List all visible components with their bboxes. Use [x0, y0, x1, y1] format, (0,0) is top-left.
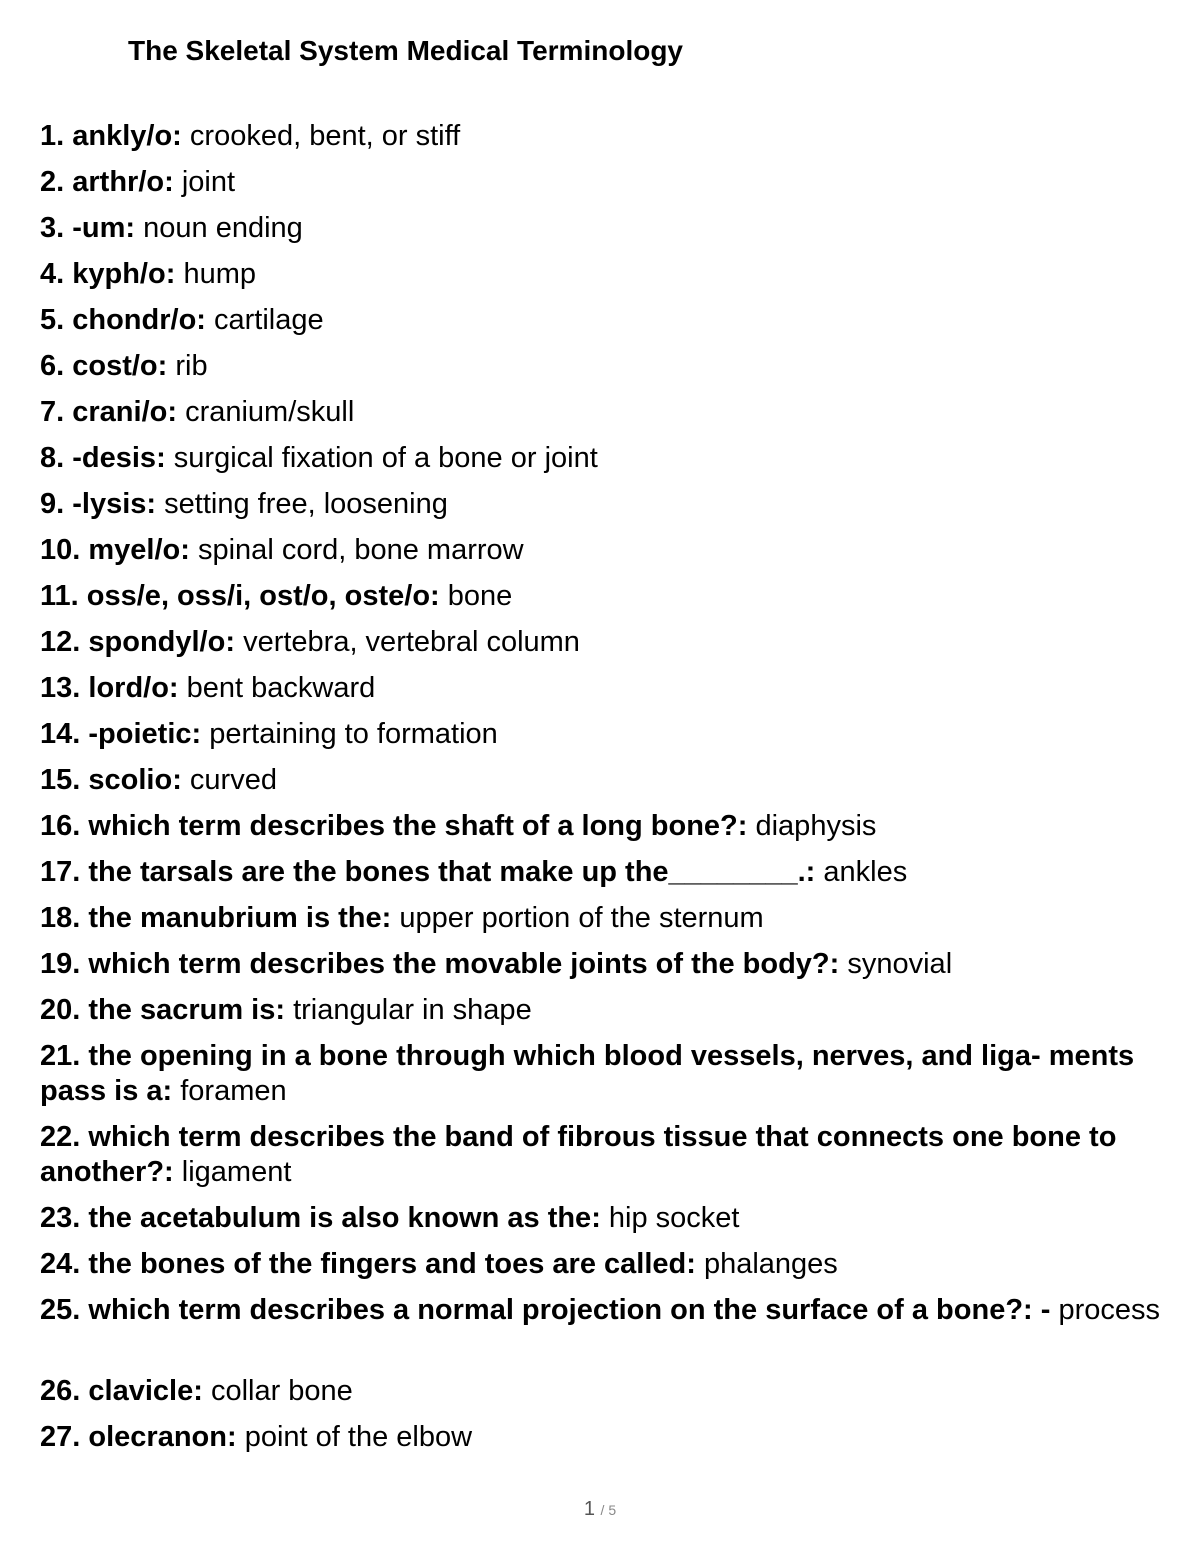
- item-definition: process: [1058, 1294, 1161, 1326]
- item-definition: rib: [175, 350, 208, 382]
- item-number: 9.: [40, 488, 65, 520]
- item-term: which term describes the band of fibrous tissue that connects one bone to another?:: [40, 1121, 1117, 1188]
- item-number: 11.: [40, 580, 79, 612]
- item-term: arthr/o:: [72, 166, 174, 198]
- item-number: 20.: [40, 994, 81, 1026]
- item-definition: ankles: [823, 856, 908, 888]
- item-number: 14.: [40, 718, 81, 750]
- list-item: [40, 809, 1160, 855]
- item-number: 4.: [40, 258, 65, 290]
- list-item: [40, 303, 1160, 349]
- item-term: the tarsals are the bones that make up the________.:: [88, 856, 816, 888]
- list-item: [40, 1201, 1160, 1247]
- item-definition: foramen: [180, 1075, 287, 1107]
- item-term: clavicle:: [88, 1375, 203, 1407]
- item-term: the manubrium is the:: [88, 902, 392, 934]
- current-page: 1: [583, 1498, 595, 1520]
- item-number: 16.: [40, 810, 81, 842]
- item-definition: synovial: [847, 948, 953, 980]
- item-number: 24.: [40, 1248, 81, 1280]
- item-number: 2.: [40, 166, 65, 198]
- total-pages: / 5: [600, 1502, 617, 1518]
- item-term: kyph/o:: [72, 258, 176, 290]
- list-item: [40, 901, 1160, 947]
- item-definition: hip socket: [608, 1202, 740, 1234]
- item-definition: ligament: [181, 1156, 292, 1188]
- term-list: [40, 119, 1160, 1466]
- item-term: -lysis:: [72, 488, 157, 520]
- item-definition: phalanges: [703, 1248, 838, 1280]
- item-term: scolio:: [88, 764, 182, 796]
- list-item: [40, 1039, 1160, 1120]
- item-number: 8.: [40, 442, 65, 474]
- item-definition: vertebra, vertebral column: [243, 626, 580, 658]
- list-item: [40, 1420, 1160, 1466]
- list-item: [40, 625, 1160, 671]
- item-definition: collar bone: [210, 1375, 353, 1407]
- item-number: 15.: [40, 764, 81, 796]
- item-term: chondr/o:: [72, 304, 206, 336]
- list-item: [40, 349, 1160, 395]
- list-item: [40, 487, 1160, 533]
- item-number: 12.: [40, 626, 81, 658]
- list-item: [40, 119, 1160, 165]
- item-definition: crooked, bent, or stiff: [189, 120, 461, 152]
- item-definition: bone: [447, 580, 513, 612]
- item-number: 5.: [40, 304, 65, 336]
- item-definition: noun ending: [143, 212, 303, 244]
- list-item: [40, 717, 1160, 763]
- list-item: [40, 579, 1160, 625]
- list-item: [40, 763, 1160, 809]
- item-term: -um:: [72, 212, 136, 244]
- item-number: 21.: [40, 1040, 81, 1072]
- item-definition: curved: [189, 764, 277, 796]
- list-item: [40, 855, 1160, 901]
- item-term: cost/o:: [72, 350, 168, 382]
- list-item: [40, 993, 1160, 1039]
- item-definition: joint: [181, 166, 236, 198]
- item-number: 23.: [40, 1202, 81, 1234]
- item-term: spondyl/o:: [88, 626, 235, 658]
- item-number: 18.: [40, 902, 81, 934]
- item-definition: upper portion of the sternum: [399, 902, 764, 934]
- list-item: [40, 165, 1160, 211]
- item-definition: setting free, loosening: [164, 488, 448, 520]
- list-item: [40, 257, 1160, 303]
- item-definition: point of the elbow: [244, 1421, 473, 1453]
- list-item: [40, 395, 1160, 441]
- item-definition: hump: [183, 258, 256, 290]
- item-number: 1.: [40, 120, 65, 152]
- item-number: 26.: [40, 1375, 81, 1407]
- item-term: ankly/o:: [72, 120, 182, 152]
- item-definition: triangular in shape: [293, 994, 532, 1026]
- list-item: [40, 671, 1160, 717]
- item-term: the bones of the fingers and toes are called:: [88, 1248, 696, 1280]
- item-term: olecranon:: [88, 1421, 237, 1453]
- item-term: oss/e, oss/i, ost/o, oste/o:: [86, 580, 440, 612]
- item-term: the sacrum is:: [88, 994, 286, 1026]
- list-item: [40, 441, 1160, 487]
- item-definition: pertaining to formation: [209, 718, 498, 750]
- list-item: [40, 533, 1160, 579]
- list-item: [40, 1293, 1160, 1374]
- item-number: 3.: [40, 212, 65, 244]
- list-item: [40, 1120, 1160, 1201]
- item-number: 6.: [40, 350, 65, 382]
- item-definition: spinal cord, bone marrow: [197, 534, 524, 566]
- item-number: 25.: [40, 1294, 81, 1326]
- page-number: [0, 1497, 1200, 1522]
- list-item: [40, 1374, 1160, 1420]
- item-term: myel/o:: [88, 534, 190, 566]
- item-number: 27.: [40, 1421, 81, 1453]
- item-number: 17.: [40, 856, 81, 888]
- item-term: crani/o:: [72, 396, 177, 428]
- item-definition: bent backward: [186, 672, 376, 704]
- item-definition: diaphysis: [755, 810, 877, 842]
- item-term: -poietic:: [88, 718, 202, 750]
- list-item: [40, 1247, 1160, 1293]
- item-term: -desis:: [72, 442, 166, 474]
- item-number: 19.: [40, 948, 81, 980]
- item-definition: surgical fixation of a bone or joint: [173, 442, 598, 474]
- page-title: The Skeletal System Medical Terminology: [128, 35, 683, 66]
- item-definition: cranium/skull: [185, 396, 355, 428]
- item-term: which term describes a normal projection on the surface of a bone?: -: [88, 1294, 1051, 1326]
- item-number: 13.: [40, 672, 81, 704]
- item-term: lord/o:: [88, 672, 179, 704]
- list-item: [40, 947, 1160, 993]
- item-number: 22.: [40, 1121, 81, 1153]
- item-term: which term describes the movable joints of the body?:: [88, 948, 840, 980]
- item-definition: cartilage: [214, 304, 324, 336]
- item-term: the opening in a bone through which blood vessels, nerves, and liga- ments pass is a:: [40, 1040, 1135, 1107]
- item-number: 7.: [40, 396, 65, 428]
- item-term: the acetabulum is also known as the:: [88, 1202, 601, 1234]
- item-number: 10.: [40, 534, 81, 566]
- list-item: [40, 211, 1160, 257]
- item-term: which term describes the shaft of a long bone?:: [88, 810, 748, 842]
